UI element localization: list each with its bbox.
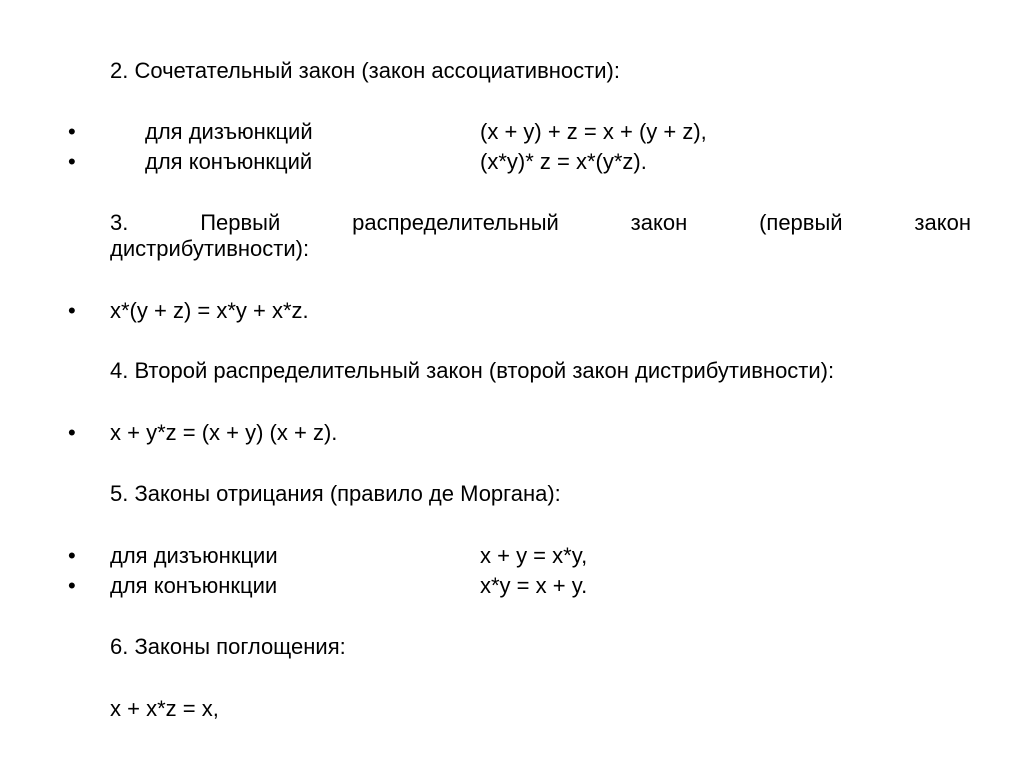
heading-first-distributive-law bbox=[110, 210, 971, 236]
bullet-icon: • bbox=[68, 298, 76, 323]
heading-first-distributive-law-continued: дистрибутивности): bbox=[110, 236, 310, 261]
heading-negation-laws: 5. Законы отрицания (правило де Моргана): bbox=[110, 481, 561, 506]
formula-demorgan-disjunction: x + y = x*y, bbox=[480, 543, 588, 568]
bullet-icon: • bbox=[68, 420, 76, 445]
heading-word: распределительный bbox=[352, 210, 559, 235]
heading-associative-law: 2. Сочетательный закон (закон ассоциативности): bbox=[110, 58, 620, 83]
heading-word: закон bbox=[914, 210, 971, 235]
heading-second-distributive-law: 4. Второй распределительный закон (второй закон дистрибутивности): bbox=[110, 358, 835, 383]
label-disjunction: для дизъюнкции bbox=[110, 543, 278, 568]
label-disjunction: для дизъюнкций bbox=[145, 119, 313, 144]
heading-word: 3. bbox=[110, 210, 129, 235]
formula-assoc-conjunction: (x*y)* z = x*(y*z). bbox=[480, 149, 647, 174]
bullet-icon: • bbox=[68, 119, 76, 144]
formula-second-distributive: x + y*z = (x + y) (x + z). bbox=[110, 420, 338, 445]
label-conjunction: для конъюнкции bbox=[110, 573, 278, 598]
bullet-icon: • bbox=[68, 573, 76, 598]
formula-first-distributive: x*(y + z) = x*y + x*z. bbox=[110, 298, 309, 323]
heading-word: (первый bbox=[759, 210, 843, 235]
heading-word: Первый bbox=[200, 210, 281, 235]
label-conjunction: для конъюнкций bbox=[145, 149, 313, 174]
bullet-icon: • bbox=[68, 149, 76, 174]
formula-demorgan-conjunction: x*y = x + y. bbox=[480, 573, 588, 598]
heading-absorption-laws: 6. Законы поглощения: bbox=[110, 634, 346, 659]
heading-word: закон bbox=[630, 210, 688, 235]
bullet-icon: • bbox=[68, 543, 76, 568]
formula-absorption: x + x*z = x, bbox=[110, 696, 219, 721]
formula-assoc-disjunction: (x + y) + z = x + (y + z), bbox=[480, 119, 707, 144]
